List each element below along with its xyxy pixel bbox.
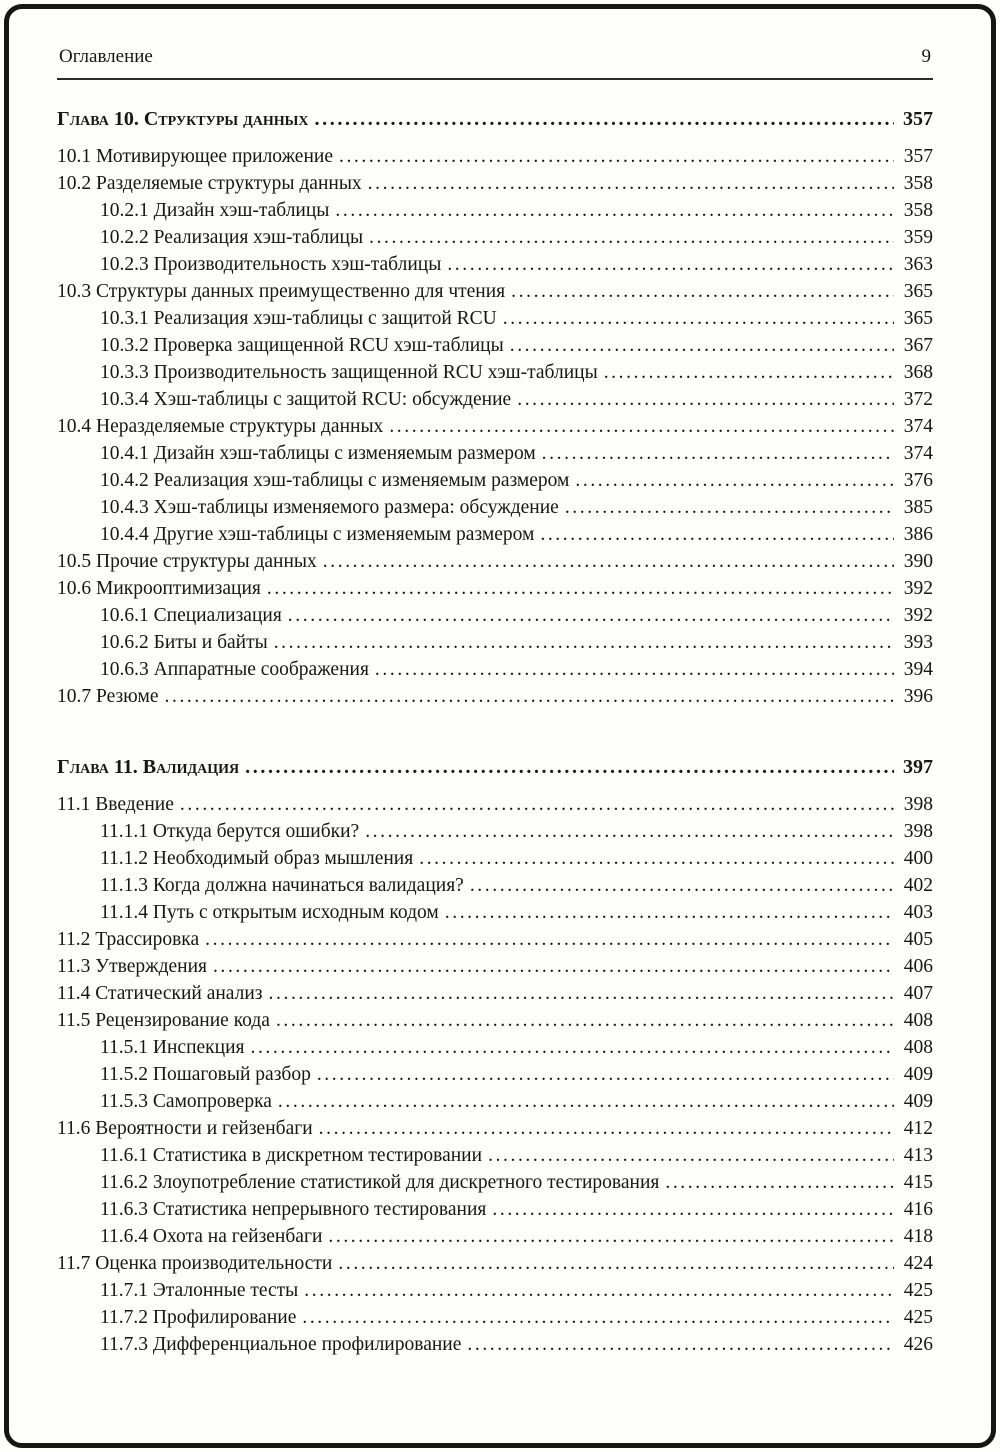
toc-entry [57, 602, 933, 629]
toc-entry [57, 332, 933, 359]
toc-entry-label: 10.7 Резюме [57, 686, 159, 707]
toc-entry [57, 656, 933, 683]
toc-entry-label: 11.6.4 Охота на гейзенбаги [100, 1226, 323, 1247]
toc-entry-page: 394 [903, 659, 933, 680]
toc-entry [57, 872, 933, 899]
toc-entry-label: 10.6 Микрооптимизация [57, 578, 261, 599]
toc-entry [57, 1250, 933, 1277]
dot-leader [323, 548, 894, 575]
toc-entry [57, 413, 933, 440]
toc-entry-page: 412 [903, 1118, 933, 1139]
toc-entry [57, 754, 933, 781]
toc-entry [57, 1331, 933, 1358]
dot-leader [492, 1196, 894, 1223]
toc-entry-label: 11.5.2 Пошаговый разбор [100, 1064, 311, 1085]
toc-entry [57, 1061, 933, 1088]
toc-entry-label: 10.3.3 Производительность защищенной RCU хэш-таблицы [100, 362, 598, 383]
toc-entry-page: 357 [903, 108, 933, 130]
toc-entry [57, 359, 933, 386]
dot-leader [470, 872, 894, 899]
toc-entry-label: 11.1.3 Когда должна начинаться валидация? [100, 875, 464, 896]
toc-entry-label: 11.6 Вероятности и гейзенбаги [57, 1118, 313, 1139]
toc-entry [57, 278, 933, 305]
dot-leader [339, 143, 894, 170]
toc-entry-label: 11.4 Статический анализ [57, 983, 263, 1004]
toc-entry-page: 424 [903, 1253, 933, 1274]
toc-entry [57, 106, 933, 133]
toc-entry [57, 845, 933, 872]
toc-entry-page: 368 [903, 362, 933, 383]
toc-entry-label: 10.3.4 Хэш-таблицы с защитой RCU: обсуждение [100, 389, 512, 410]
toc-entry [57, 467, 933, 494]
toc-entry-page: 367 [903, 335, 933, 356]
toc-entry-label: 10.4.2 Реализация хэш-таблицы с изменяемым размером [100, 470, 570, 491]
toc-entry-label: 11.6.3 Статистика непрерывного тестирования [100, 1199, 487, 1220]
dot-leader [665, 1169, 894, 1196]
toc-entry-label: 11.5.1 Инспекция [100, 1037, 245, 1058]
toc-entry [57, 494, 933, 521]
toc-entry [57, 953, 933, 980]
dot-leader [365, 818, 894, 845]
dot-leader [445, 899, 894, 926]
toc-entry-label: 10.3.1 Реализация хэш-таблицы с защитой RCU [100, 308, 497, 329]
toc-entry [57, 197, 933, 224]
toc-entry-page: 408 [903, 1037, 933, 1058]
toc-entry-label: 10.2.2 Реализация хэш-таблицы [100, 227, 364, 248]
dot-leader [389, 413, 894, 440]
toc-entry [57, 818, 933, 845]
toc-entry [57, 1007, 933, 1034]
toc-entry [57, 143, 933, 170]
toc-entry-page: 365 [903, 308, 933, 329]
toc-entry-page: 392 [903, 605, 933, 626]
header-page-number: 9 [921, 46, 931, 67]
dot-leader [269, 980, 894, 1007]
toc-entry-page: 416 [903, 1199, 933, 1220]
toc-entry-label: 10.3 Структуры данных преимущественно для чтения [57, 281, 506, 302]
dot-leader [565, 494, 894, 521]
toc-entry-label: 11.1.4 Путь с открытым исходным кодом [100, 902, 439, 923]
dot-leader [338, 1250, 894, 1277]
toc-entry-page: 357 [903, 146, 933, 167]
toc-entry [57, 1223, 933, 1250]
toc-entry [57, 926, 933, 953]
dot-leader [274, 629, 894, 656]
page-content [57, 46, 933, 1358]
header-title: Оглавление [59, 46, 153, 67]
toc-entry-page: 426 [903, 1334, 933, 1355]
toc-entry [57, 386, 933, 413]
toc-entry [57, 1088, 933, 1115]
dot-leader [180, 791, 894, 818]
toc-entry-label: 11.7.3 Дифференциальное профилирование [100, 1334, 462, 1355]
toc-entry-page: 405 [903, 929, 933, 950]
toc-entry-page: 402 [903, 875, 933, 896]
toc-entry-label: 11.6.2 Злоупотребление статистикой для дискретного тестирования [100, 1172, 660, 1193]
toc-entry-label: 11.5 Рецензирование кода [57, 1010, 270, 1031]
toc-entry-label: 10.4 Неразделяемые структуры данных [57, 416, 384, 437]
toc-entry-page: 390 [903, 551, 933, 572]
dot-leader [304, 1277, 894, 1304]
toc-entry [57, 1115, 933, 1142]
toc-entry [57, 629, 933, 656]
toc-entry-page: 415 [903, 1172, 933, 1193]
toc-entry-label: 10.6.3 Аппаратные соображения [100, 659, 369, 680]
toc-entry-label: Глава 10. Структуры данных [57, 108, 309, 130]
dot-leader [328, 1223, 894, 1250]
toc-entry-label: 10.6.1 Специализация [100, 605, 282, 626]
toc-entry [57, 251, 933, 278]
toc-entry-page: 393 [903, 632, 933, 653]
toc-entry-page: 418 [903, 1226, 933, 1247]
toc-entry [57, 305, 933, 332]
dot-leader [278, 1088, 894, 1115]
toc-entry-page: 396 [903, 686, 933, 707]
dot-leader [276, 1007, 894, 1034]
toc-entry-page: 397 [903, 756, 933, 778]
dot-leader [267, 575, 894, 602]
dot-leader [205, 926, 894, 953]
dot-leader [510, 332, 894, 359]
toc-entry-page: 386 [903, 524, 933, 545]
toc-entry-page: 359 [903, 227, 933, 248]
toc-entry-label: Глава 11. Валидация [57, 756, 240, 778]
toc-entry-label: 10.3.2 Проверка защищенной RCU хэш-таблицы [100, 335, 504, 356]
toc-entry [57, 440, 933, 467]
dot-leader [368, 170, 894, 197]
dot-leader [375, 656, 894, 683]
toc-entry-page: 363 [903, 254, 933, 275]
dot-leader [288, 602, 894, 629]
toc-entry-page: 425 [903, 1280, 933, 1301]
toc-entry-label: 10.6.2 Биты и байты [100, 632, 268, 653]
toc-entry [57, 170, 933, 197]
toc-entry [57, 575, 933, 602]
toc-entry-label: 11.7.2 Профилирование [100, 1307, 297, 1328]
toc-entry-label: 11.1 Введение [57, 794, 174, 815]
toc-entry [57, 1304, 933, 1331]
toc-entry [57, 1277, 933, 1304]
toc-list [57, 106, 933, 1358]
toc-entry [57, 1034, 933, 1061]
toc-entry-label: 11.1.2 Необходимый образ мышления [100, 848, 414, 869]
toc-entry-page: 425 [903, 1307, 933, 1328]
toc-entry-page: 409 [903, 1064, 933, 1085]
toc-entry-page: 400 [903, 848, 933, 869]
toc-entry [57, 791, 933, 818]
toc-entry-label: 11.6.1 Статистика в дискретном тестировании [100, 1145, 483, 1166]
toc-entry [57, 899, 933, 926]
dot-leader [319, 1115, 894, 1142]
toc-entry-page: 358 [903, 173, 933, 194]
toc-entry [57, 1169, 933, 1196]
toc-entry-page: 392 [903, 578, 933, 599]
toc-entry-label: 10.2 Разделяемые структуры данных [57, 173, 362, 194]
toc-entry-page: 406 [903, 956, 933, 977]
toc-entry-page: 372 [903, 389, 933, 410]
toc-entry [57, 980, 933, 1007]
toc-entry-label: 10.5 Прочие структуры данных [57, 551, 317, 572]
dot-leader [302, 1304, 894, 1331]
dot-leader [542, 440, 894, 467]
toc-entry [57, 548, 933, 575]
toc-entry-label: 10.4.4 Другие хэш-таблицы с изменяемым размером [100, 524, 535, 545]
toc-entry-label: 11.2 Трассировка [57, 929, 200, 950]
toc-entry [57, 683, 933, 710]
toc-entry-page: 358 [903, 200, 933, 221]
toc-entry-page: 374 [903, 443, 933, 464]
dot-leader [575, 467, 894, 494]
dot-leader [245, 754, 894, 781]
toc-entry-label: 10.1 Мотивирующее приложение [57, 146, 333, 167]
toc-entry-label: 10.2.3 Производительность хэш-таблицы [100, 254, 442, 275]
dot-leader [317, 1061, 894, 1088]
toc-entry-page: 413 [903, 1145, 933, 1166]
dot-leader [165, 683, 895, 710]
toc-entry-page: 374 [903, 416, 933, 437]
toc-entry-page: 398 [903, 821, 933, 842]
toc-entry-label: 10.4.1 Дизайн хэш-таблицы с изменяемым размером [100, 443, 536, 464]
dot-leader [447, 251, 894, 278]
toc-entry-label: 10.2.1 Дизайн хэш-таблицы [100, 200, 330, 221]
dot-leader [467, 1331, 894, 1358]
toc-entry [57, 224, 933, 251]
toc-entry-page: 398 [903, 794, 933, 815]
toc-entry-label: 11.3 Утверждения [57, 956, 207, 977]
dot-leader [503, 305, 894, 332]
dot-leader [335, 197, 894, 224]
toc-entry-page: 408 [903, 1010, 933, 1031]
page-header [57, 46, 933, 80]
dot-leader [488, 1142, 894, 1169]
dot-leader [517, 386, 894, 413]
toc-entry-page: 403 [903, 902, 933, 923]
toc-entry-label: 11.5.3 Самопроверка [100, 1091, 272, 1112]
toc-entry-page: 365 [903, 281, 933, 302]
toc-entry-label: 10.4.3 Хэш-таблицы изменяемого размера: обсуждение [100, 497, 559, 518]
toc-entry-page: 376 [903, 470, 933, 491]
toc-entry [57, 1142, 933, 1169]
dot-leader [250, 1034, 894, 1061]
dot-leader [511, 278, 894, 305]
toc-entry-page: 407 [903, 983, 933, 1004]
dot-leader [213, 953, 894, 980]
toc-entry [57, 1196, 933, 1223]
dot-leader [369, 224, 894, 251]
toc-entry-label: 11.7.1 Эталонные тесты [100, 1280, 299, 1301]
toc-entry-label: 11.7 Оценка производительности [57, 1253, 333, 1274]
dot-leader [604, 359, 894, 386]
dot-leader [419, 845, 894, 872]
toc-entry [57, 521, 933, 548]
toc-entry-label: 11.1.1 Откуда берутся ошибки? [100, 821, 360, 842]
toc-entry-page: 385 [903, 497, 933, 518]
dot-leader [315, 106, 894, 133]
toc-entry-page: 409 [903, 1091, 933, 1112]
dot-leader [540, 521, 894, 548]
